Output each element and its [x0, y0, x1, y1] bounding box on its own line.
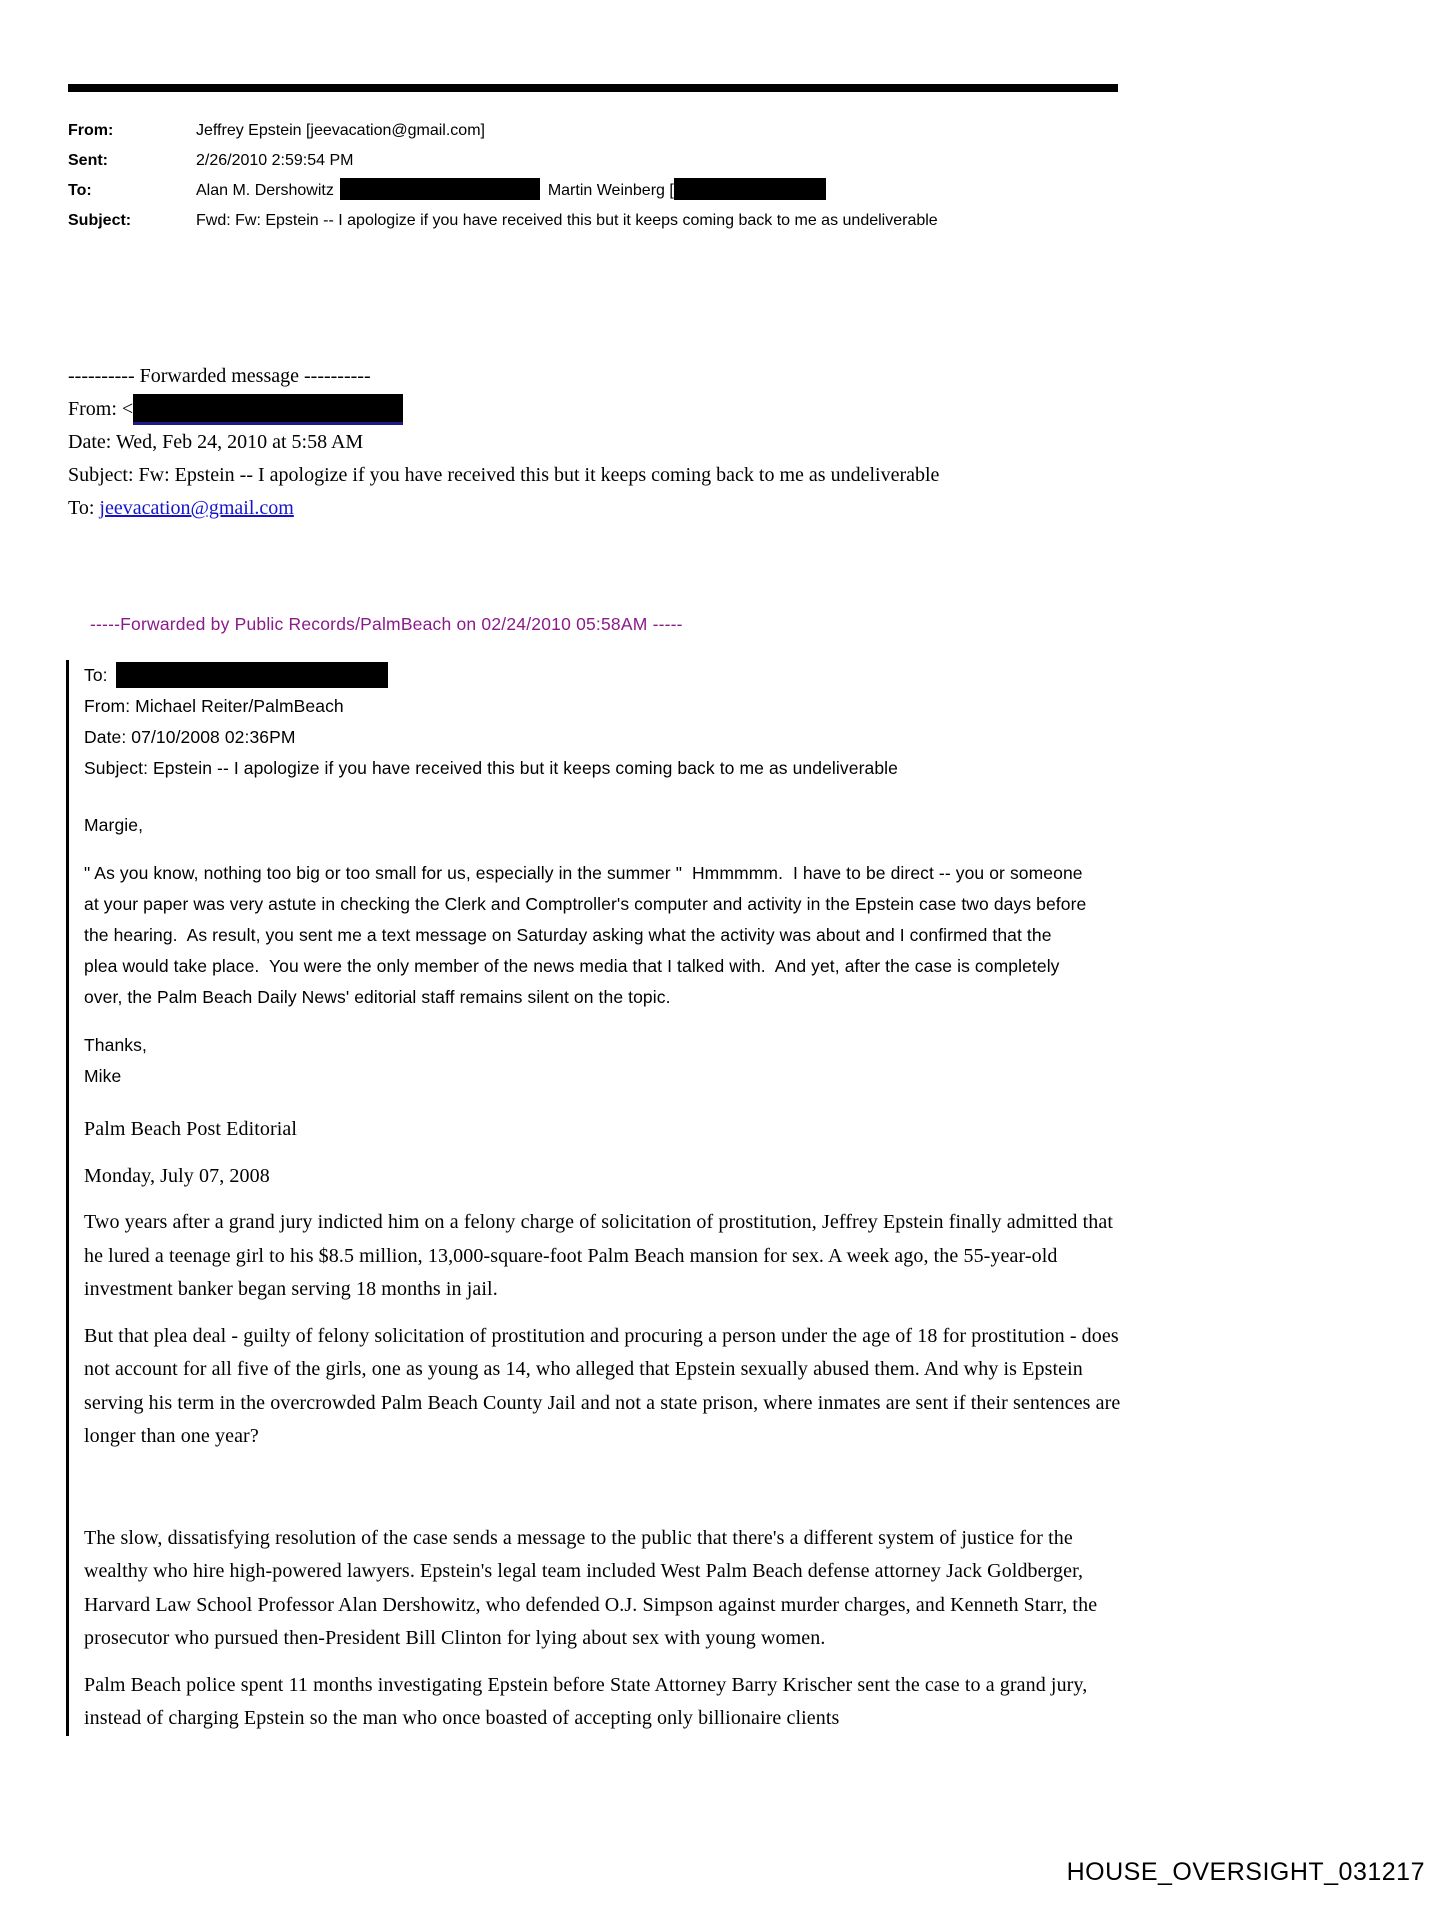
forwarded-message-block — [68, 360, 1168, 525]
redaction-bar — [133, 394, 403, 425]
redaction-bar — [340, 178, 540, 200]
header-divider — [68, 84, 1118, 92]
forwarded-date-line: Date: Wed, Feb 24, 2010 at 5:58 AM — [68, 431, 364, 453]
to-label: To: — [68, 182, 92, 199]
quoted-to-line — [84, 660, 1174, 691]
forwarded-to-line — [68, 492, 1168, 525]
from-label: From: — [68, 122, 114, 139]
from-value: Jeffrey Epstein [jeevacation@gmail.com] — [196, 122, 485, 139]
forwarded-from-prefix: From: < — [68, 398, 134, 420]
to-recipient-1: Alan M. Dershowitz — [196, 182, 334, 199]
to-value — [196, 176, 826, 206]
signoff: Thanks, — [84, 1035, 147, 1055]
sent-label: Sent: — [68, 152, 108, 169]
to-recipient-2: Martin Weinberg [ — [547, 182, 674, 199]
forwarded-from-line — [68, 393, 1168, 426]
header-sent-row — [68, 146, 1168, 176]
forwarded-subject-line: Subject: Fw: Epstein -- I apologize if you have received this but it keeps coming back to me as undeliverable — [68, 464, 940, 486]
to-email-link[interactable]: jeevacation@gmail.com — [99, 497, 294, 519]
article-source: Palm Beach Post Editorial — [84, 1118, 298, 1140]
email-header — [68, 116, 1168, 236]
article-paragraph: The slow, dissatisfying resolution of the case sends a message to the public that there's a different system of justice for the wealthy who hire high-powered lawyers. Epstein's legal team included West Palm Beach defense attorney Jack Goldberger, Harvard Law School Professor Alan Dershowitz, who defended O.J. Simpson against murder charges, and Kenneth Starr, the prosecutor who pursued then-President Bill Clinton for lying about sex with young women. — [84, 1526, 1098, 1649]
subject-value: Fwd: Fw: Epstein -- I apologize if you have received this but it keeps coming back to me as undeliverable — [196, 212, 938, 229]
lotus-forward-separator: -----Forwarded by Public Records/PalmBeach on 02/24/2010 05:58AM ----- — [90, 614, 683, 634]
header-to-row — [68, 176, 1168, 206]
message-body: " As you know, nothing too big or too small for us, especially in the summer " Hmmmmm. I have to be direct -- you or someone at your paper was very astute in checking the Clerk and Comptroller's computer and activity in the Epstein case two days before the hearing. As result, you sent me a text message on Saturday asking what the activity was about and I confirmed that the plea would take place. You were the only member of the news media that I talked with. And yet, after the case is completely over, the Palm Beach Daily News' editorial staff remains silent on the topic. — [84, 863, 1092, 1007]
header-subject-row — [68, 206, 1168, 236]
article-paragraph: But that plea deal - guilty of felony solicitation of prostitution and procuring a person under the age of 18 for prostitution - does not account for all five of the girls, one as young as 14, who alleged that Epstein sexually abused them. And why is Epstein serving his term in the overcrowded Palm Beach County Jail and not a state prison, where inmates are sent if their sentences are longer than one year? — [84, 1324, 1121, 1447]
quoted-subject-line: Subject: Epstein -- I apologize if you have received this but it keeps coming back to me as undeliverable — [84, 758, 898, 778]
subject-label: Subject: — [68, 212, 132, 229]
greeting: Margie, — [84, 815, 144, 835]
header-from-row — [68, 116, 1168, 146]
signature: Mike — [84, 1066, 122, 1086]
forwarded-separator: ---------- Forwarded message ---------- — [68, 365, 371, 387]
quoted-to-label: To: — [84, 665, 108, 685]
redaction-bar — [116, 662, 388, 688]
quoted-message-block — [66, 660, 1174, 1736]
sent-value: 2/26/2010 2:59:54 PM — [196, 152, 354, 169]
bates-number: HOUSE_OVERSIGHT_031217 — [1066, 1858, 1425, 1886]
article-paragraph: Two years after a grand jury indicted him on a felony charge of solicitation of prostitution, Jeffrey Epstein finally admitted that he lured a teenage girl to his $8.5 million, 13,000-square-foot Palm Beach mansion for sex. A week ago, the 55-year-old investment banker began serving 18 months in jail. — [84, 1211, 1114, 1300]
quoted-date-line: Date: 07/10/2008 02:36PM — [84, 727, 296, 747]
article-block — [84, 1113, 1174, 1736]
article-date: Monday, July 07, 2008 — [84, 1164, 270, 1187]
redaction-bar — [674, 178, 826, 200]
forwarded-to-prefix: To: — [68, 497, 100, 519]
quoted-from-line: From: Michael Reiter/PalmBeach — [84, 696, 344, 716]
article-paragraph: Palm Beach police spent 11 months investigating Epstein before State Attorney Barry Krischer sent the case to a grand jury, instead of charging Epstein so the man who once boasted of accepting only billionaire clients — [84, 1673, 1088, 1729]
